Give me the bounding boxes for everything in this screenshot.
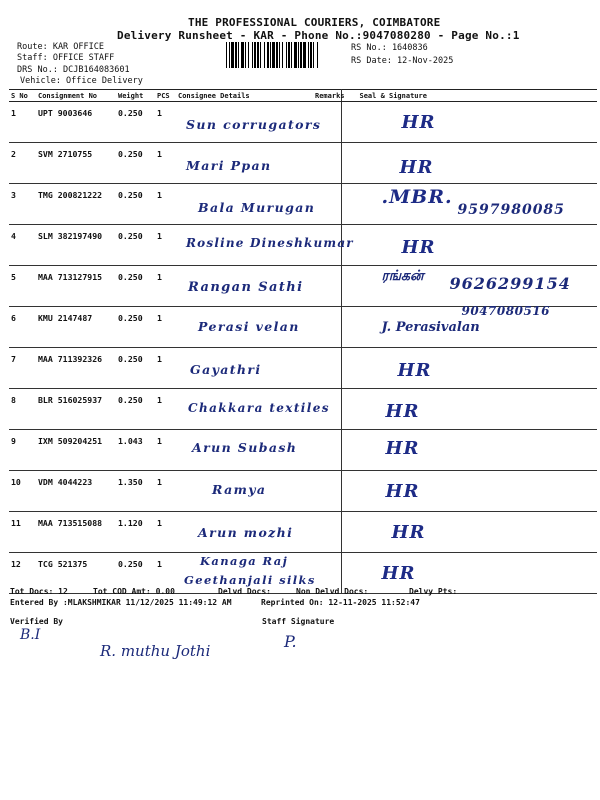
consignee-handwriting: Perasi velan: [198, 319, 300, 334]
cell-signature: [341, 553, 597, 594]
cell-weight: 0.250: [116, 102, 155, 143]
cell-consignee: [176, 389, 330, 430]
cell-pcs: 1: [155, 553, 176, 594]
rs-date: RS Date: 12-Nov-2025: [351, 56, 454, 66]
cell-weight: 1.350: [116, 471, 155, 512]
table-row: [9, 266, 597, 307]
cell-pcs: 1: [155, 225, 176, 266]
col-pcs: PCS: [155, 90, 176, 102]
cell-pcs: 1: [155, 102, 176, 143]
cell-consignee: [176, 266, 325, 307]
cell-weight: 0.250: [116, 143, 155, 184]
consignee-handwriting: Bala Murugan: [198, 200, 316, 215]
runsheet-subtitle: Delivery Runsheet - KAR - Phone No.:9047080280 - Page No.:1: [117, 29, 520, 42]
consignee-handwriting: Sun corrugators: [186, 117, 322, 132]
cell-consignment: VDM 4044223: [36, 471, 116, 512]
consignee-handwriting: Arun mozhi: [198, 525, 294, 540]
consignee-handwriting-line2: Geethanjali silks: [184, 573, 316, 587]
table-row: [9, 102, 597, 143]
verifier-name-handwriting: R. muthu Jothi: [100, 642, 211, 660]
col-seal-signature: Seal & Signature: [341, 90, 597, 102]
signature-handwriting: HR: [381, 563, 416, 584]
vehicle-label: Vehicle: Office Delivery: [20, 76, 143, 86]
cell-sno: 1: [9, 102, 36, 143]
signature-handwriting: J. Perasivalan: [381, 320, 480, 335]
consignee-handwriting: Gayathri: [190, 362, 262, 377]
phone-handwriting: 9047080516: [461, 304, 550, 318]
cell-pcs: 1: [155, 307, 176, 348]
cell-weight: 0.250: [116, 266, 155, 307]
table-row: [9, 307, 597, 348]
cell-consignment: SLM 382197490: [36, 225, 116, 266]
barcode-image: [226, 42, 346, 68]
signature-handwriting: HR: [401, 112, 436, 133]
cell-sno: 7: [9, 348, 36, 389]
staff-signature-label: Staff Signature: [262, 617, 335, 626]
cell-consignment: MAA 713515088: [36, 512, 116, 553]
table-row: [9, 471, 597, 512]
non-delivered-docs: Non Delvd Docs:: [296, 587, 369, 596]
cell-signature: [341, 225, 597, 266]
phone-handwriting: 9626299154: [449, 274, 571, 293]
cell-sno: 6: [9, 307, 36, 348]
delivery-points: Delvy Pts:: [409, 587, 458, 596]
cell-sno: 9: [9, 430, 36, 471]
cell-consignee: [176, 225, 354, 266]
col-consignment: Consignment No: [36, 90, 116, 102]
cell-pcs: 1: [155, 348, 176, 389]
cell-consignment: TCG 521375: [36, 553, 116, 594]
cell-sno: 4: [9, 225, 36, 266]
cell-weight: 0.250: [116, 553, 155, 594]
cell-signature: [341, 512, 597, 553]
staff-label: Staff: OFFICE STAFF: [17, 53, 115, 63]
cell-consignment: KMU 2147487: [36, 307, 116, 348]
cell-remarks: [325, 266, 341, 307]
cell-consignee: [176, 430, 325, 471]
signature-handwriting: HR: [401, 237, 436, 258]
table-header-row: [9, 90, 597, 102]
cell-weight: 0.250: [116, 348, 155, 389]
cell-pcs: 1: [155, 184, 176, 225]
cell-consignee: [176, 512, 325, 553]
cell-consignee: [176, 184, 325, 225]
rs-number: RS No.: 1640836: [351, 43, 428, 53]
cell-pcs: 1: [155, 389, 176, 430]
cell-weight: 0.250: [116, 389, 155, 430]
cell-signature: [341, 143, 597, 184]
cell-consignee: [176, 348, 325, 389]
cell-pcs: 1: [155, 512, 176, 553]
cell-weight: 0.250: [116, 307, 155, 348]
cell-pcs: 1: [155, 143, 176, 184]
cell-consignment: UPT 9003646: [36, 102, 116, 143]
cell-consignee: [176, 102, 325, 143]
cell-remarks: [325, 389, 341, 430]
delivered-docs: Delvd Docs:: [218, 587, 271, 596]
table-row: [9, 184, 597, 225]
cell-consignee: [176, 307, 325, 348]
cell-remarks: [325, 225, 341, 266]
cell-remarks: [325, 430, 341, 471]
total-docs: Tot Docs: 12: [10, 587, 68, 596]
total-cod-amount: Tot COD Amt: 0.00: [93, 587, 175, 596]
consignee-handwriting: Chakkara textiles: [188, 401, 330, 415]
cell-signature: [341, 304, 597, 348]
cell-weight: 1.043: [116, 430, 155, 471]
runsheet-table: [9, 89, 597, 594]
cell-sno: 2: [9, 143, 36, 184]
cell-remarks: [325, 307, 341, 348]
cell-sno: 3: [9, 184, 36, 225]
cell-remarks: [325, 184, 341, 225]
signature-handwriting: HR: [385, 438, 420, 459]
entered-by: Entered By :MLAKSHMIKAR 11/12/2025 11:49:12 AM: [10, 598, 232, 607]
cell-weight: 0.250: [116, 184, 155, 225]
signature-handwriting: .MBR.: [381, 186, 453, 208]
cell-pcs: 1: [155, 430, 176, 471]
cell-consignment: MAA 711392326: [36, 348, 116, 389]
signature-handwriting: HR: [385, 401, 420, 422]
cell-remarks: [325, 471, 341, 512]
cell-signature: [341, 184, 597, 225]
staff-initial-handwriting: P.: [284, 632, 297, 651]
verified-by-label: Verified By: [10, 617, 63, 626]
cell-remarks: [325, 102, 341, 143]
cell-remarks: [325, 512, 341, 553]
consignee-handwriting: Kanaga Raj: [200, 554, 289, 568]
cell-pcs: 1: [155, 266, 176, 307]
cell-signature: [341, 348, 597, 389]
table-row: [9, 225, 597, 266]
cell-pcs: 1: [155, 471, 176, 512]
col-remarks: Remarks: [315, 91, 345, 100]
reprinted-on: Reprinted On: 12-11-2025 11:52:47: [261, 598, 420, 607]
signature-handwriting: HR: [397, 360, 432, 381]
cell-weight: 0.250: [116, 225, 155, 266]
cell-consignment: IXM 509204251: [36, 430, 116, 471]
cell-sno: 5: [9, 266, 36, 307]
cell-signature: [341, 266, 597, 307]
signature-handwriting: HR: [399, 157, 434, 178]
consignee-handwriting: Ramya: [212, 482, 267, 497]
col-consignee: Consignee Details: [176, 90, 325, 102]
consignee-handwriting: Rosline Dineshkumar: [186, 236, 354, 250]
table-row: [9, 512, 597, 553]
table-row: [9, 430, 597, 471]
company-title: THE PROFESSIONAL COURIERS, COIMBATORE: [188, 16, 441, 29]
drs-number: DRS No.: DCJB164083601: [17, 65, 130, 75]
consignee-handwriting: Mari Ppan: [186, 158, 272, 173]
cell-consignee: [176, 143, 325, 184]
cell-sno: 12: [9, 553, 36, 594]
col-sno: S No: [9, 90, 36, 102]
cell-sno: 8: [9, 389, 36, 430]
signature-handwriting: ரங்கன்: [381, 268, 424, 284]
cell-consignment: MAA 713127915: [36, 266, 116, 307]
cell-signature: [341, 389, 597, 430]
table-row: [9, 348, 597, 389]
table-row: [9, 143, 597, 184]
signature-handwriting: HR: [385, 481, 420, 502]
cell-remarks: [325, 143, 341, 184]
phone-handwriting: 9597980085: [457, 202, 565, 218]
signature-handwriting: HR: [391, 522, 426, 543]
verifier-initials-handwriting: B.I: [20, 627, 41, 643]
cell-weight: 1.120: [116, 512, 155, 553]
consignee-handwriting: Rangan Sathi: [188, 280, 304, 295]
cell-signature: [341, 102, 597, 143]
cell-consignment: SVM 2710755: [36, 143, 116, 184]
cell-consignment: TMG 200821222: [36, 184, 116, 225]
cell-consignment: BLR 516025937: [36, 389, 116, 430]
cell-signature: [341, 430, 597, 471]
cell-remarks: [325, 348, 341, 389]
cell-signature: [341, 471, 597, 512]
cell-sno: 11: [9, 512, 36, 553]
consignee-handwriting: Arun Subash: [192, 440, 298, 455]
table-row: [9, 389, 597, 430]
route-label: Route: KAR OFFICE: [17, 42, 104, 52]
col-weight: Weight: [116, 90, 155, 102]
cell-sno: 10: [9, 471, 36, 512]
cell-consignee: [176, 471, 325, 512]
